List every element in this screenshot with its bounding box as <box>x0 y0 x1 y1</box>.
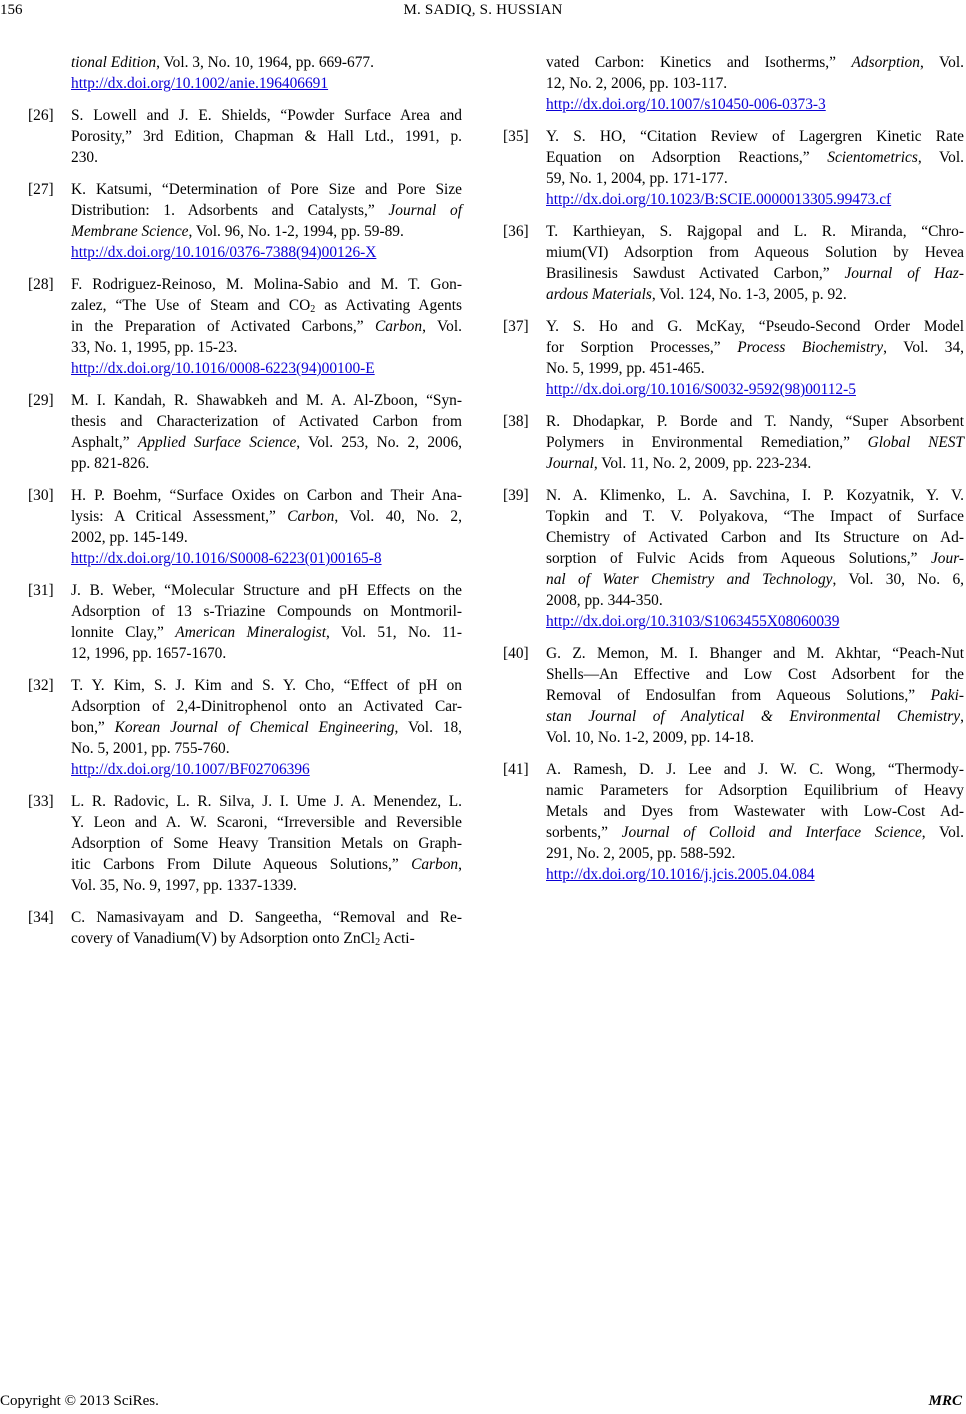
reference-line: 12, 1996, pp. 1657-1670. <box>71 645 227 662</box>
italic-text: Journal of Colloid and Interface Science <box>621 824 922 841</box>
italic-text: Applied Surface Science <box>137 434 297 451</box>
doi-link[interactable]: http://dx.doi.org/10.1016/0376-7388(94)00126-X <box>71 244 377 261</box>
italic-text: Journal of <box>388 202 462 219</box>
italic-text: Global NEST <box>867 434 964 451</box>
page-number: 156 <box>0 2 23 18</box>
italic-text: Carbon <box>411 856 459 873</box>
reference-number: [32] <box>28 677 54 694</box>
reference-entry <box>28 274 462 379</box>
reference-line: ardous Materials, Vol. 124, No. 1-3, 2005, p. 92. <box>546 286 847 303</box>
reference-line: tional Edition, Vol. 3, No. 10, 1964, pp. 669-677. <box>71 54 374 71</box>
reference-line: vated Carbon: Kinetics and Isotherms,” Adsorption, Vol. <box>546 54 964 71</box>
reference-line: Porosity,” 3rd Edition, Chapman & Hall Ltd., 1991, p. <box>71 128 462 145</box>
reference-line: covery of Vanadium(V) by Adsorption onto ZnCl$_2$ Acti- <box>71 930 415 948</box>
reference-number: [39] <box>503 487 529 504</box>
reference-line: J. B. Weber, “Molecular Structure and pH Effects on the <box>71 582 462 599</box>
italic-text: stan Journal of Analytical & Environmental Chemistry <box>546 708 961 725</box>
reference-number: [26] <box>28 107 54 124</box>
reference-line: L. R. Radovic, L. R. Silva, J. I. Ume J. A. Menendez, L. <box>71 793 462 810</box>
italic-text: Journal <box>546 455 594 472</box>
italic-text: Adsorption <box>851 54 920 71</box>
journal-abbreviation: MRC <box>928 1393 962 1409</box>
reference-entry <box>503 316 964 400</box>
reference-entry <box>28 791 462 896</box>
reference-line: sorbents,” Journal of Colloid and Interface Science, Vol. <box>546 824 964 841</box>
reference-number: [37] <box>503 318 529 335</box>
reference-line: T. Y. Kim, S. J. Kim and S. Y. Cho, “Effect of pH on <box>71 677 462 694</box>
reference-line: Y. Leon and A. W. Scaroni, “Irreversible and Reversible <box>71 814 462 831</box>
reference-line: namic Parameters for Adsorption Equilibrium of Heavy <box>546 782 964 799</box>
reference-column-right <box>503 52 964 896</box>
doi-link[interactable]: http://dx.doi.org/10.1007/s10450-006-0373-3 <box>546 96 826 113</box>
reference-line: Topkin and T. V. Polyakova, “The Impact of Surface <box>546 508 964 525</box>
reference-entry <box>28 105 462 168</box>
doi-link[interactable]: http://dx.doi.org/10.1016/j.jcis.2005.04.084 <box>546 866 815 883</box>
italic-text: Carbon <box>287 508 335 525</box>
doi-link[interactable]: http://dx.doi.org/10.1016/S0008-6223(01)00165-8 <box>71 550 382 567</box>
doi-link[interactable]: http://dx.doi.org/10.1016/S0032-9592(98)00112-5 <box>546 381 856 398</box>
reference-column-left <box>28 52 462 960</box>
reference-number: [28] <box>28 276 54 293</box>
reference-line: Vol. 35, No. 9, 1997, pp. 1337-1339. <box>71 877 297 894</box>
reference-number: [31] <box>28 582 54 599</box>
reference-entry <box>503 126 964 210</box>
reference-line: Brasilinesis Sawdust Activated Carbon,” Journal of Haz- <box>546 265 964 282</box>
reference-line: nal of Water Chemistry and Technology, Vol. 30, No. 6, <box>546 571 964 588</box>
reference-entry <box>503 643 964 748</box>
reference-line: C. Namasivayam and D. Sangeetha, “Removal and Re- <box>71 909 462 926</box>
reference-line: 12, No. 2, 2006, pp. 103-117. <box>546 75 728 92</box>
reference-line: 59, No. 1, 2004, pp. 171-177. <box>546 170 728 187</box>
reference-line: Equation on Adsorption Reactions,” Scientometrics, Vol. <box>546 149 965 166</box>
reference-number: [38] <box>503 413 529 430</box>
doi-link[interactable]: http://dx.doi.org/10.1016/0008-6223(94)00100-E <box>71 360 375 377</box>
reference-entry <box>503 485 964 632</box>
reference-line: Asphalt,” Applied Surface Science, Vol. 253, No. 2, 2006, <box>71 434 462 451</box>
reference-line: bon,” Korean Journal of Chemical Engineering, Vol. 18, <box>71 719 462 736</box>
reference-line: No. 5, 1999, pp. 451-465. <box>546 360 705 377</box>
reference-line: Removal of Endosulfan from Aqueous Solutions,” Paki- <box>546 687 964 704</box>
reference-line: Membrane Science, Vol. 96, No. 1-2, 1994, pp. 59-89. <box>71 223 404 240</box>
reference-line: Y. S. Ho and G. McKay, “Pseudo-Second Order Model <box>546 318 964 335</box>
reference-line: Vol. 10, No. 1-2, 2009, pp. 14-18. <box>546 729 754 746</box>
reference-entry <box>503 411 964 474</box>
reference-line: N. A. Klimenko, L. A. Savchina, I. P. Kozyatnik, Y. V. <box>546 487 964 504</box>
reference-entry <box>28 580 462 664</box>
reference-line: R. Dhodapkar, P. Borde and T. Nandy, “Super Absorbent <box>546 413 964 430</box>
reference-line: Polymers in Environmental Remediation,” Global NEST <box>546 434 964 451</box>
running-title: M. SADIQ, S. HUSSIAN <box>403 2 563 18</box>
reference-number: [36] <box>503 223 529 240</box>
reference-number: [33] <box>28 793 54 810</box>
reference-number: [34] <box>28 909 54 926</box>
reference-number: [27] <box>28 181 54 198</box>
reference-line: for Sorption Processes,” Process Biochemistry, Vol. 34, <box>546 339 965 356</box>
reference-line: lysis: A Critical Assessment,” Carbon, Vol. 40, No. 2, <box>71 508 462 525</box>
italic-text: Paki- <box>930 687 964 704</box>
reference-line: G. Z. Memon, M. I. Bhanger and M. Akhtar, “Peach-Nut <box>546 645 964 662</box>
reference-entry <box>28 675 462 780</box>
reference-line: zalez, “The Use of Steam and $CO_2$ as Activating Agents <box>71 297 462 315</box>
reference-line: Distribution: 1. Adsorbents and Catalysts,” Journal of <box>71 202 462 219</box>
reference-number: [30] <box>28 487 54 504</box>
italic-text: Membrane Science <box>71 223 189 240</box>
reference-line: Adsorption of 13 s-Triazine Compounds on Montmoril- <box>71 603 462 620</box>
reference-number: [29] <box>28 392 54 409</box>
reference-line: mium(VI) Adsorption from Aqueous Solution by Hevea <box>546 244 964 261</box>
reference-line: Y. S. HO, “Citation Review of Lagergren Kinetic Rate <box>546 128 964 145</box>
reference-line: K. Katsumi, “Determination of Pore Size and Pore Size <box>71 181 462 198</box>
italic-text: Scientometrics <box>827 149 918 166</box>
italic-text: Korean Journal of Chemical Engineering <box>114 719 395 736</box>
reference-line: 2002, pp. 145-149. <box>71 529 188 546</box>
reference-line: thesis and Characterization of Activated Carbon from <box>71 413 462 430</box>
reference-line: 33, No. 1, 1995, pp. 15-23. <box>71 339 238 356</box>
reference-line: 230. <box>71 149 98 166</box>
reference-line: T. Karthieyan, S. Rajgopal and L. R. Miranda, “Chro- <box>546 223 964 240</box>
reference-line: Shells—An Effective and Low Cost Adsorbent for the <box>546 666 964 683</box>
italic-text: Jour- <box>930 550 964 567</box>
reference-line: 2008, pp. 344-350. <box>546 592 663 609</box>
italic-text: ardous Materials <box>546 286 652 303</box>
doi-link[interactable]: http://dx.doi.org/10.1023/B:SCIE.0000013305.99473.cf <box>546 191 892 208</box>
reference-entry <box>28 907 462 949</box>
reference-entry <box>28 179 462 263</box>
italic-text: nal of Water Chemistry and Technology <box>546 571 833 588</box>
reference-line: Metals and Dyes from Wastewater with Low-Cost Ad- <box>546 803 964 820</box>
reference-line: S. Lowell and J. E. Shields, “Powder Surface Area and <box>71 107 462 124</box>
reference-number: [35] <box>503 128 529 145</box>
reference-line: A. Ramesh, D. J. Lee and J. W. C. Wong, “Thermody- <box>546 761 964 778</box>
italic-text: tional Edition <box>71 54 157 71</box>
reference-line: stan Journal of Analytical & Environmental Chemistry, <box>546 708 964 725</box>
reference-line: lonnite Clay,” American Mineralogist, Vol. 51, No. 11- <box>71 624 463 641</box>
reference-number: [41] <box>503 761 529 778</box>
reference-entry <box>28 52 462 94</box>
reference-line: F. Rodriguez-Reinoso, M. Molina-Sabio and M. T. Gon- <box>71 276 462 293</box>
italic-text: American Mineralogist <box>175 624 327 641</box>
copyright-notice: Copyright © 2013 SciRes. <box>0 1393 159 1409</box>
reference-line: Journal, Vol. 11, No. 2, 2009, pp. 223-234. <box>546 455 812 472</box>
italic-text: Carbon <box>375 318 423 335</box>
reference-line: pp. 821-826. <box>71 455 150 472</box>
reference-line: M. I. Kandah, R. Shawabkeh and M. A. Al-Zboon, “Syn- <box>71 392 462 409</box>
reference-line: Adsorption of Some Heavy Transition Metals on Graph- <box>71 835 462 852</box>
doi-link[interactable]: http://dx.doi.org/10.3103/S1063455X08060039 <box>546 613 840 630</box>
reference-line: in the Preparation of Activated Carbons,” Carbon, Vol. <box>71 318 462 335</box>
reference-entry <box>28 390 462 474</box>
reference-line: No. 5, 2001, pp. 755-760. <box>71 740 230 757</box>
reference-line: Adsorption of 2,4-Dinitrophenol onto an Activated Car- <box>71 698 462 715</box>
italic-text: Process Biochemistry <box>737 339 884 356</box>
reference-entry <box>28 485 462 569</box>
reference-entry <box>503 759 964 885</box>
doi-link[interactable]: http://dx.doi.org/10.1002/anie.196406691 <box>71 75 329 92</box>
reference-number: [40] <box>503 645 529 662</box>
reference-line: Chemistry of Activated Carbon and Its Structure on Ad- <box>546 529 964 546</box>
italic-text: Journal of Haz- <box>844 265 964 282</box>
reference-entry <box>503 221 964 305</box>
reference-entry <box>503 52 964 115</box>
doi-link[interactable]: http://dx.doi.org/10.1007/BF02706396 <box>71 761 310 778</box>
reference-line: 291, No. 2, 2005, pp. 588-592. <box>546 845 736 862</box>
reference-line: itic Carbons From Dilute Aqueous Solutions,” Carbon, <box>71 856 462 873</box>
reference-line: H. P. Boehm, “Surface Oxides on Carbon and Their Ana- <box>71 487 462 504</box>
reference-line: sorption of Fulvic Acids from Aqueous Solutions,” Jour- <box>546 550 964 567</box>
